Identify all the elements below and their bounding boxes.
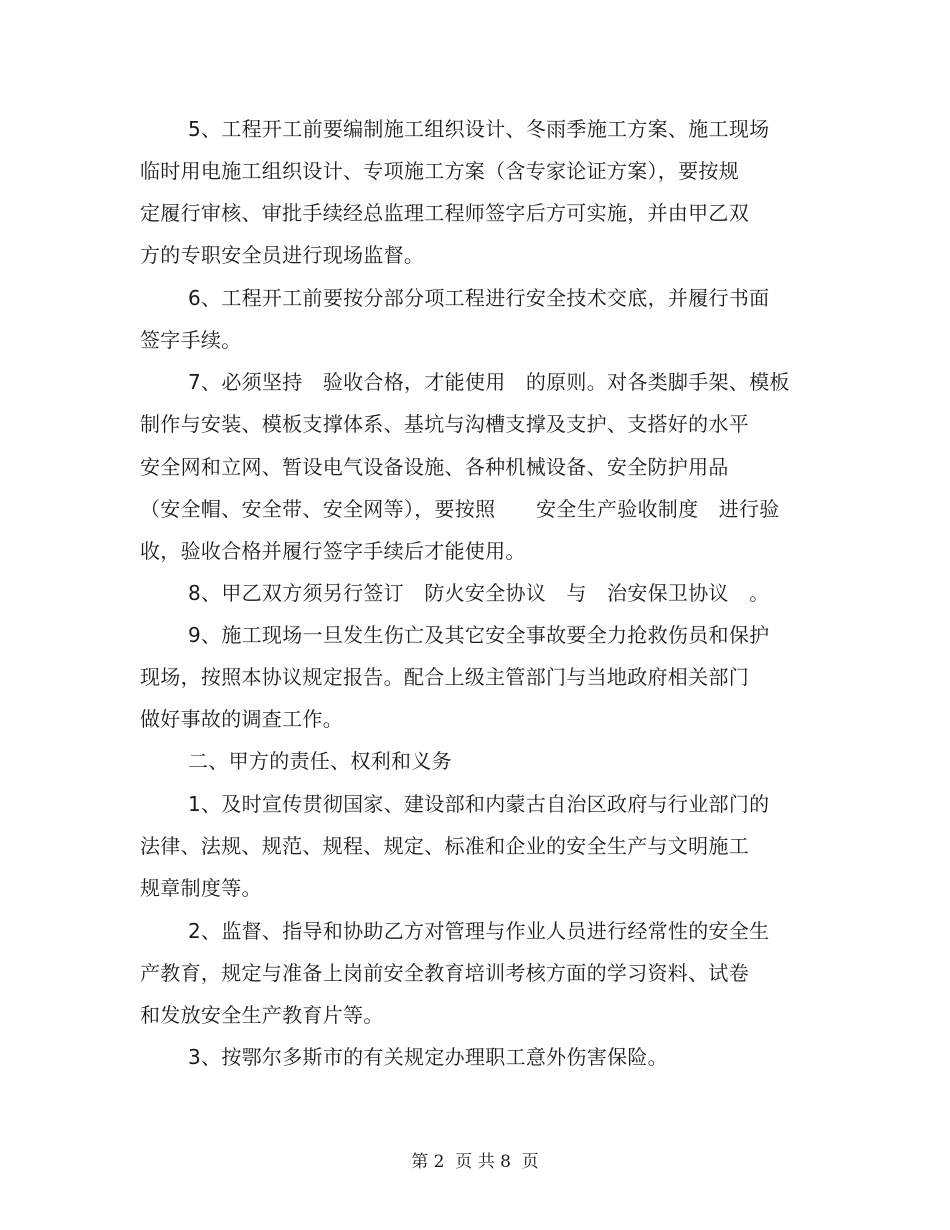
paragraph-5-line-2: 临时用电施工组织设计、专项施工方案（含专家论证方案），要按规	[140, 159, 739, 183]
paragraph-1-line-2: 法律、法规、规范、规程、规定、标准和企业的安全生产与文明施工	[140, 834, 749, 858]
paragraph-7-line-5: 收，验收合格并履行签字手续后才能使用。	[140, 539, 526, 563]
page-number-footer: 第 2 页 共 8 页	[411, 1152, 539, 1172]
paragraph-6-line-2: 签字手续。	[140, 328, 242, 352]
paragraph-1-line-3: 规章制度等。	[140, 876, 262, 900]
paragraph-7-line-3: 安全网和立网、暂设电气设备设施、各种机械设备、安全防护用品	[140, 455, 729, 479]
paragraph-3-line-1: 3、按鄂尔多斯市的有关规定办理职工意外伤害保险。	[188, 1045, 668, 1069]
paragraph-2-line-2: 产教育，规定与准备上岗前安全教育培训考核方面的学习资料、试卷	[140, 961, 749, 985]
paragraph-9-line-2: 现场，按照本协议规定报告。配合上级主管部门与当地政府相关部门	[140, 665, 749, 689]
paragraph-9-line-1: 9、施工现场一旦发生伤亡及其它安全事故要全力抢救伤员和保护	[188, 623, 770, 647]
paragraph-7-line-2: 制作与安装、模板支撑体系、基坑与沟槽支撑及支护、支搭好的水平	[140, 412, 749, 436]
paragraph-1-line-1: 1、及时宣传贯彻国家、建设部和内蒙古自治区政府与行业部门的	[188, 792, 770, 816]
paragraph-6-line-1: 6、工程开工前要按分部分项工程进行安全技术交底，并履行书面	[188, 286, 770, 310]
paragraph-9-line-3: 做好事故的调查工作。	[140, 707, 343, 731]
paragraph-2-line-3: 和发放安全生产教育片等。	[140, 1003, 384, 1027]
paragraph-5-line-1: 5、工程开工前要编制施工组织设计、冬雨季施工方案、施工现场	[188, 117, 770, 141]
paragraph-7-line-4: （安全帽、安全带、安全网等），要按照 安全生产验收制度 进行验	[140, 497, 780, 521]
paragraph-2-line-1: 2、监督、指导和协助乙方对管理与作业人员进行经常性的安全生	[188, 919, 770, 943]
paragraph-5-line-3: 定履行审核、审批手续经总监理工程师签字后方可实施，并由甲乙双	[140, 201, 749, 225]
paragraph-8-line-1: 8、甲乙双方须另行签订 防火安全协议 与 治安保卫协议 。	[188, 581, 770, 605]
paragraph-7-line-1: 7、必须坚持 验收合格，才能使用 的原则。对各类脚手架、模板	[188, 370, 790, 394]
section-heading: 二、甲方的责任、权利和义务	[188, 749, 452, 773]
paragraph-5-line-4: 方的专职安全员进行现场监督。	[140, 243, 425, 267]
